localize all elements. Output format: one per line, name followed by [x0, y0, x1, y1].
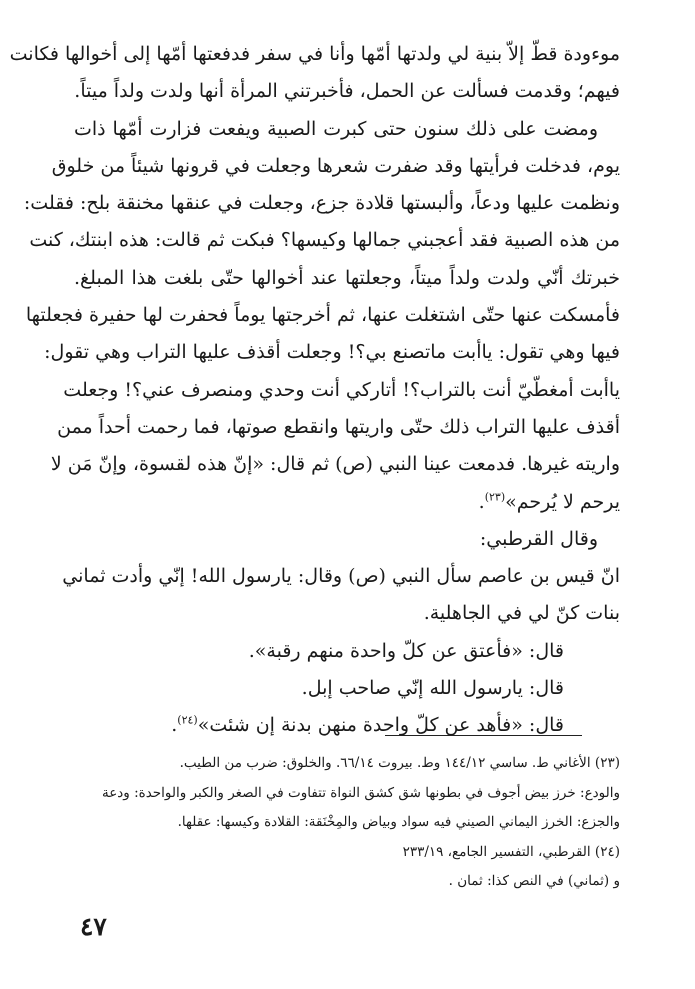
text-line — [74, 707, 620, 744]
text-line: واريته غيرها. فدمعت عينا النبي (ص) ثم قال: «إنّ هذه لقسوة، وإنّ مَن لا — [50, 453, 620, 476]
quote-end-text: يرحم لا يُرحم» — [505, 490, 620, 513]
footnote-line: والجزع: الخرز اليماني الصيني فيه سواد وبياض والمِخْنَقة: القلادة وكيسها: عقلها. — [177, 814, 620, 830]
text-line: فيها وهي تقول: ياأبت ماتصنع بي؟! وجعلت أقذف عليها التراب وهي تقول: — [44, 341, 620, 364]
text-line: ياأبت أمغطّيّ أنت بالتراب؟! أتاركي أنت وحدي ومنصرف عني؟! وجعلت — [63, 378, 620, 401]
text-line — [74, 484, 620, 521]
text-line: من هذه الصبية فقد أعجبني جمالها وكيسها؟ فبكت ثم قالت: هذه ابنتك، كنت — [29, 229, 620, 252]
text-line: قال: يارسول الله إنّي صاحب إبل. — [301, 677, 564, 700]
text-line: خبرتك أنّي ولدت ولداً ميتاً، وجعلتها عند أخوالها حتّى بلغت هذا المبلغ. — [74, 266, 620, 289]
text-line: يوم، فدخلت فرأيتها وقد ضفرت شعرها وجعلت في قرونها شيئاً من خلوق — [51, 154, 620, 177]
footnote-line: والودع: خرز بيض أجوف في بطونها شق كشق النواة تتفاوت في الصغر والكبر والواحدة: ودعة — [101, 784, 620, 801]
footnote-ref-23: (٢٣) — [484, 490, 506, 504]
main-text — [9, 36, 620, 745]
footnotes — [74, 749, 620, 897]
footnote-ref-24: (٢٤) — [177, 714, 198, 728]
text-line: موءودة قطّ إلاّ بنية لي ولدتها أمّها وأنا في سفر فدفعتها أمّها إلى أخوالها فكانت — [9, 43, 620, 65]
text-line: فيهم؛ وقدمت فسألت عن الحمل، فأخبرتني المرأة أنها ولدت ولداً ميتاً. — [74, 80, 620, 103]
text-line: فأمسكت عنها حتّى اشتغلت عنها، ثم أخرجتها يوماً فحفرت لها حفيرة فجعلتها — [25, 304, 620, 327]
text-line: ونظمت عليها ودعاً، وألبستها قلادة جزع، وجعلت في عنقها مخنقة بلح: فقلت: — [23, 192, 620, 215]
text-line: قال: «فأعتق عن كلّ واحدة منهم رقبة». — [248, 639, 564, 662]
text-line: بنات كنّ لي في الجاهلية. — [423, 602, 620, 625]
text-line: وقال القرطبي: — [479, 527, 598, 550]
footnote-line: (٢٣) الأغاني ط. ساسي ١٤٤/١٢ وط. بيروت ٦٦/١٤. والخلوق: ضرب من الطيب. — [179, 755, 620, 771]
line-period: . — [478, 490, 485, 513]
text-line: ومضت على ذلك سنون حتى كبرت الصبية ويفعت فزارت أمّها ذات — [74, 117, 598, 140]
footnote-line: و (ثماني) في النص كذا: ثمان . — [448, 873, 620, 889]
text-line: انّ قيس بن عاصم سأل النبي (ص) وقال: يارسول الله! إنّي وأدت ثماني — [62, 565, 620, 588]
footnote-line: (٢٤) القرطبي، التفسير الجامع، ٢٣٣/١٩ — [402, 843, 620, 860]
text-line: أقذف عليها التراب ذلك حتّى واريتها وانقطع صوتها، فما رحمت أحداً ممن — [57, 415, 620, 438]
page-number: ٤٧ — [80, 912, 107, 941]
quote-text: قال: «فأهد عن كلّ واحدة منهن بدنة إن شئت» — [197, 714, 564, 737]
line-period: . — [171, 714, 178, 737]
footnote-separator — [385, 735, 582, 736]
